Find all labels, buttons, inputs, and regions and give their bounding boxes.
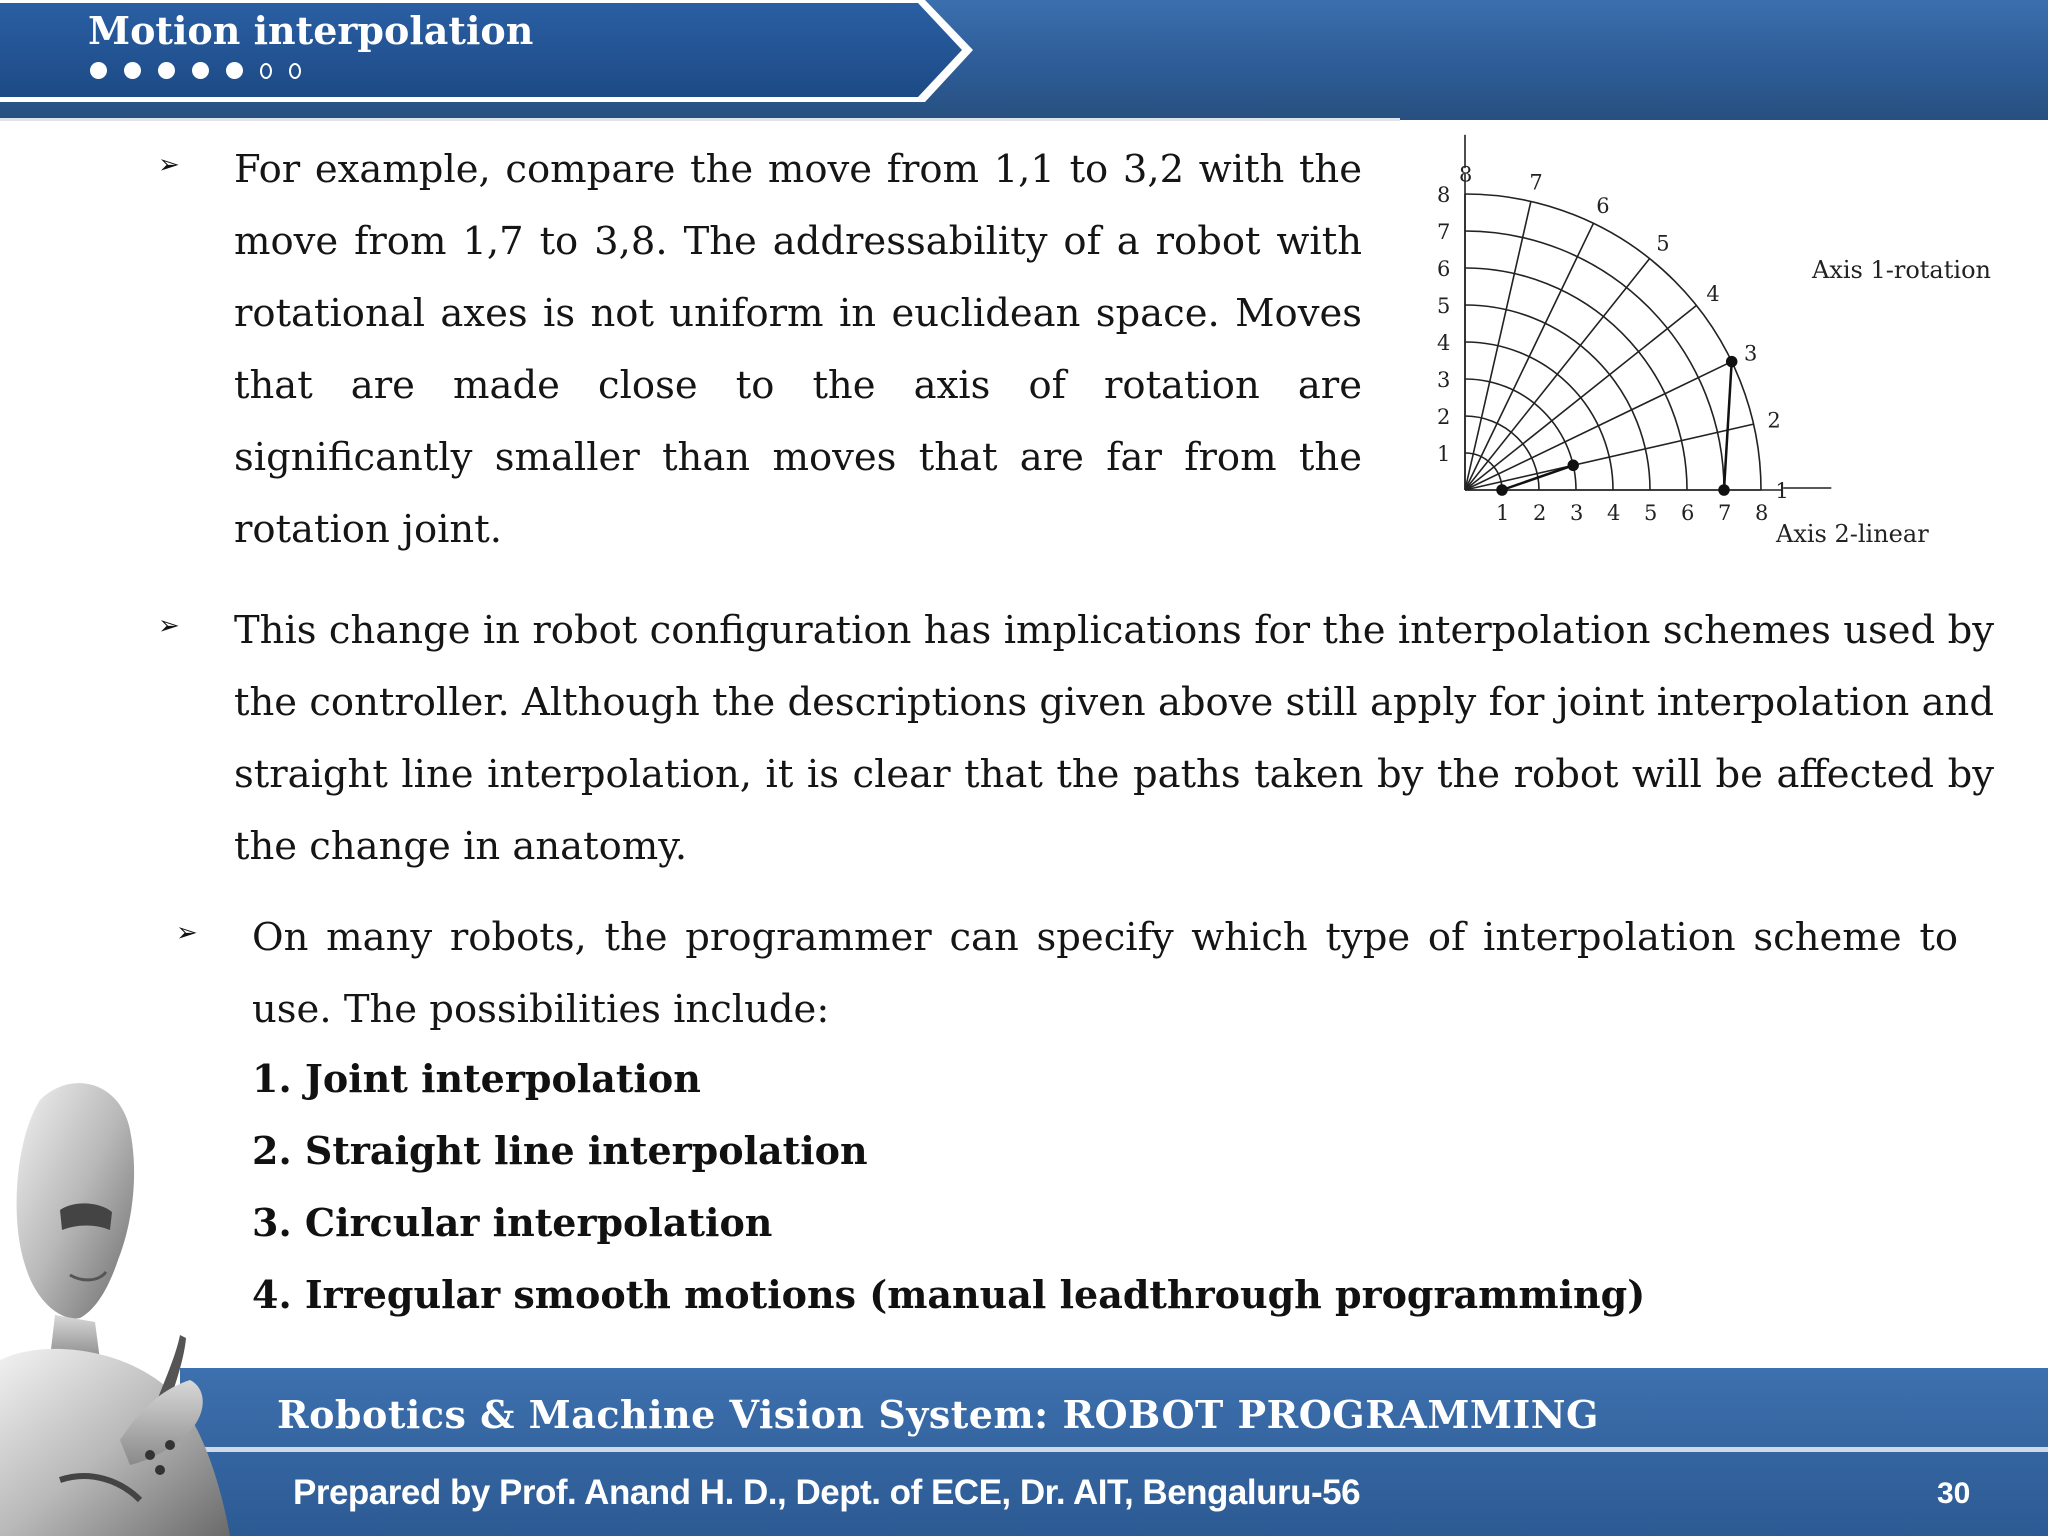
list-item-circular: 3. Circular interpolation: [252, 1200, 773, 1245]
list-item-joint: 1. Joint interpolation: [252, 1056, 701, 1101]
angle-tick-label: 7: [1529, 170, 1543, 195]
grid-arc: [1465, 342, 1613, 490]
linear-tick-label: 7: [1718, 501, 1732, 525]
linear-tick-label: 3: [1570, 501, 1584, 525]
progress-dot-filled: [90, 62, 107, 79]
progress-dot-empty: [260, 63, 272, 79]
header-divider: [0, 118, 1400, 121]
slide-title: Motion interpolation: [88, 8, 534, 53]
linear-tick-label: 6: [1681, 501, 1695, 525]
move-point: [1727, 357, 1736, 366]
move-point: [1498, 486, 1507, 495]
angle-tick-label: 4: [1706, 281, 1720, 306]
grid-arc: [1465, 379, 1576, 490]
list-item-irregular: 4. Irregular smooth motions (manual leadthrough programming): [252, 1272, 1646, 1317]
footer-divider: [180, 1447, 2048, 1452]
vertical-tick-label: 4: [1437, 331, 1451, 355]
axis2-label: Axis 2-linear: [1776, 520, 1929, 548]
vertical-tick-label: 6: [1437, 257, 1451, 281]
diagram-grid: [1465, 135, 1831, 490]
footer-title: Robotics & Machine Vision System: ROBOT PROGRAMMING: [277, 1392, 1599, 1437]
move-point: [1569, 461, 1578, 470]
linear-tick-label: 4: [1607, 501, 1621, 525]
vertical-tick-label: 5: [1437, 294, 1451, 318]
grid-arc: [1465, 453, 1502, 490]
linear-tick-label: 5: [1644, 501, 1658, 525]
linear-tick-label: 8: [1755, 501, 1769, 525]
grid-ray: [1465, 305, 1696, 490]
grid-ray: [1465, 201, 1531, 490]
grid-arc: [1465, 416, 1539, 490]
angle-tick-label: 6: [1596, 193, 1610, 218]
linear-tick-label: 2: [1533, 501, 1547, 525]
vertical-tick-label: 2: [1437, 405, 1451, 429]
angle-tick-label: 5: [1656, 231, 1670, 256]
move-point: [1720, 486, 1729, 495]
bullet-marker: ➢: [158, 150, 180, 180]
progress-dots: [90, 62, 301, 79]
grid-arc: [1465, 194, 1761, 490]
vertical-tick-label: 7: [1437, 220, 1451, 244]
angle-tick-label: 8: [1459, 162, 1473, 187]
grid-ray: [1465, 259, 1650, 490]
progress-dot-filled: [124, 62, 141, 79]
axis1-label: Axis 1-rotation: [1812, 256, 1991, 284]
angle-tick-label: 1: [1775, 479, 1789, 503]
grid-ray: [1465, 424, 1754, 490]
grid-ray: [1465, 223, 1593, 490]
angle-tick-label: 2: [1767, 408, 1781, 433]
angle-tick-label: 3: [1744, 341, 1758, 366]
polar-grid-diagram: [1400, 130, 2040, 560]
progress-dot-filled: [192, 62, 209, 79]
paragraph-possibilities: On many robots, the programmer can specify which type of interpolation scheme to use. The possibilities include:: [252, 915, 1958, 1032]
progress-dot-filled: [158, 62, 175, 79]
progress-dot-filled: [226, 62, 243, 79]
grid-ray: [1465, 362, 1732, 490]
progress-dot-empty: [289, 63, 301, 79]
robot-illustration: [0, 1060, 250, 1536]
grid-arc: [1465, 268, 1687, 490]
move-line-large: [1724, 362, 1732, 490]
vertical-tick-label: 3: [1437, 368, 1451, 392]
grid-arc: [1465, 231, 1724, 490]
page-number: 30: [1937, 1477, 1971, 1510]
paragraph-example: For example, compare the move from 1,1 to 3,2 with the move from 1,7 to 3,8. The addressability of a robot with rotational axes is not uniform in euclidean space. Moves that are made close to the axis of rotation are significantly smaller than moves that are far from the rotation joint.: [234, 147, 1362, 552]
list-item-straight-line: 2. Straight line interpolation: [252, 1128, 868, 1173]
bullet-marker: ➢: [158, 611, 180, 641]
footer-credit: Prepared by Prof. Anand H. D., Dept. of ECE, Dr. AIT, Bengaluru-56: [293, 1473, 1361, 1512]
linear-tick-label: 1: [1496, 501, 1510, 525]
vertical-tick-label: 8: [1437, 183, 1451, 207]
bullet-marker: ➢: [176, 918, 198, 948]
move-line-small: [1502, 465, 1573, 490]
vertical-tick-label: 1: [1437, 442, 1451, 466]
paragraph-configuration: This change in robot configuration has implications for the interpolation schemes used by the controller. Although the descriptions given above still apply for joint interpolation and straight line interpolation, it is clear that the paths taken by the robot will be affected by the change in anatomy.: [234, 608, 1994, 869]
